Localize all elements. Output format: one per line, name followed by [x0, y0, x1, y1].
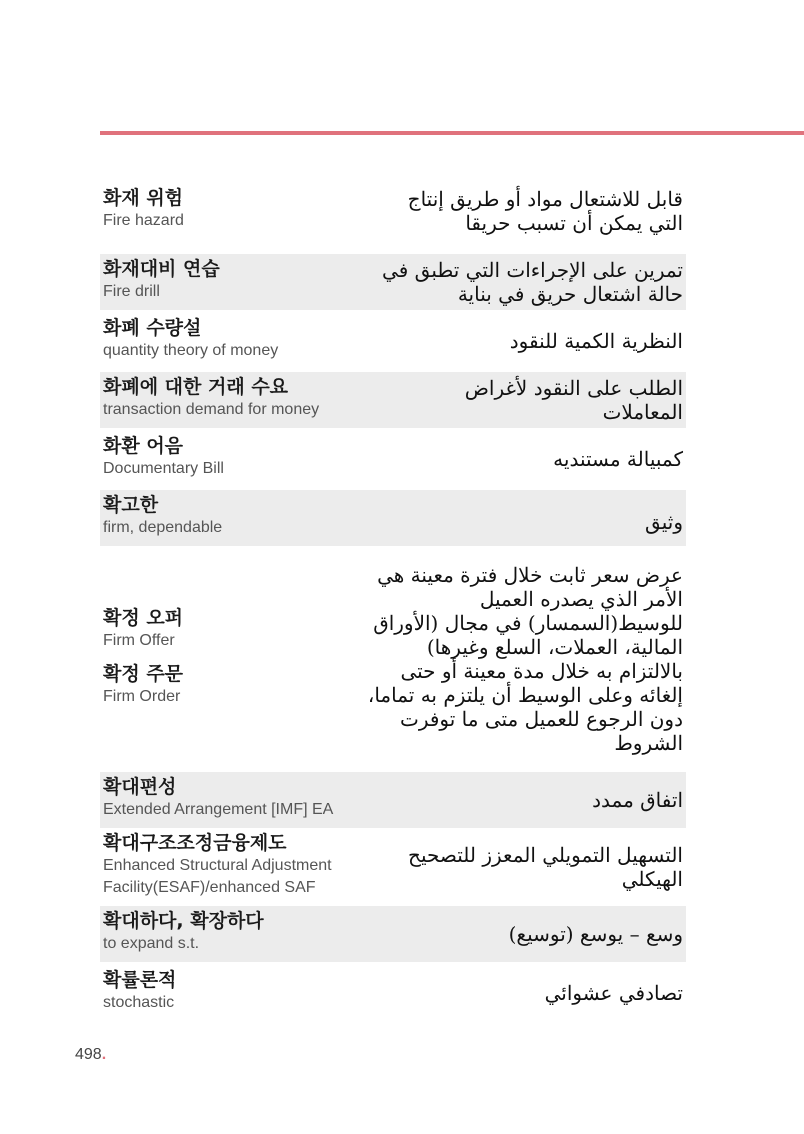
glossary-entry [100, 906, 686, 962]
korean-term: 화재대비 연습 [103, 258, 220, 280]
english-term: Firm Order [103, 688, 181, 705]
page-number-text: 498 [75, 1046, 102, 1063]
arabic-translation: التسهيل التمويلي المعزز للتصحيح الهيكلي [408, 843, 683, 891]
korean-term: 화폐 수량설 [103, 317, 202, 339]
korean-term: 확대편성 [103, 776, 177, 798]
entry-korean-english [103, 186, 184, 236]
english-term: quantity theory of money [103, 342, 279, 359]
glossary-entry [100, 254, 686, 310]
term-pair [103, 662, 183, 708]
entry-korean-english [103, 434, 224, 484]
english-term: to expand s.t. [103, 935, 200, 952]
entry-korean-english [103, 968, 176, 1018]
entry-korean-english [103, 775, 333, 825]
english-term: Firm Offer [103, 632, 175, 649]
glossary-entry [100, 831, 686, 903]
english-term: stochastic [103, 994, 175, 1011]
korean-term: 확률론적 [103, 969, 177, 991]
arabic-translation: تمرين على الإجراءات التي تطبق في حالة اشتعال حريق في بناية [382, 258, 683, 306]
glossary-entry [100, 313, 686, 369]
glossary-entry [100, 431, 686, 487]
english-term: transaction demand for money [103, 401, 320, 418]
english-term: Documentary Bill [103, 460, 224, 477]
entry-korean-english [103, 316, 278, 366]
arabic-translation: عرض سعر ثابت خلال فترة معينة هي الأمر الذي يصدره العميل للوسيط(السمسار) في مجال (الأوراق المالية، العملات، السلع وغيرها) بالالتزام به خلال مدة معينة أو حتى إلغائه وعلى الوسيط أن يلتزم به تماما، دون الرجوع للعميل متى ما توفرت الشروط [367, 563, 683, 755]
entry-korean-english [103, 375, 319, 425]
glossary-entry [100, 549, 686, 769]
korean-term: 화환 어음 [103, 435, 184, 457]
entry-korean-english [103, 831, 348, 903]
arabic-translation: قابل للاشتعال مواد أو طريق إنتاج التي يمكن أن تسبب حريقا [407, 187, 683, 235]
glossary-entry [100, 772, 686, 828]
english-term: Enhanced Structural Adjustment Facility(ESAF)/enhanced SAF [103, 857, 332, 896]
entry-korean-english [103, 606, 183, 712]
header-rule [100, 131, 804, 135]
arabic-translation: كمبيالة مستنديه [553, 447, 683, 471]
entry-korean-english [103, 909, 264, 959]
page-number-dot: . [101, 1046, 107, 1063]
glossary-entry [100, 965, 686, 1021]
entry-korean-english [103, 257, 220, 307]
korean-term: 확대구조조정금융제도 [103, 832, 287, 854]
arabic-translation: اتفاق ممدد [592, 788, 683, 812]
arabic-translation: الطلب على النقود لأغراض المعاملات [464, 376, 683, 424]
arabic-translation: وثيق [645, 510, 683, 534]
glossary-list [100, 171, 686, 1024]
english-term: Fire drill [103, 283, 160, 300]
term-pair [103, 606, 183, 652]
english-term: Fire hazard [103, 212, 184, 229]
arabic-translation: النظرية الكمية للنقود [509, 329, 683, 353]
korean-term: 화재 위험 [103, 187, 184, 209]
entry-korean-english [103, 493, 222, 543]
english-term: Extended Arrangement [IMF] EA [103, 801, 334, 818]
korean-term: 확대하다, 확장하다 [103, 910, 264, 932]
glossary-entry [100, 490, 686, 546]
korean-term: 확정 주문 [103, 663, 184, 685]
english-term: firm, dependable [103, 519, 223, 536]
arabic-translation: تصادفي عشوائي [544, 981, 683, 1005]
korean-term: 화폐에 대한 거래 수요 [103, 376, 289, 398]
glossary-entry [100, 372, 686, 428]
arabic-translation: وسع – يوسع (توسيع) [508, 922, 683, 946]
korean-term: 확정 오퍼 [103, 607, 184, 629]
korean-term: 확고한 [103, 494, 159, 516]
page-number [75, 1046, 106, 1064]
glossary-entry [100, 171, 686, 251]
